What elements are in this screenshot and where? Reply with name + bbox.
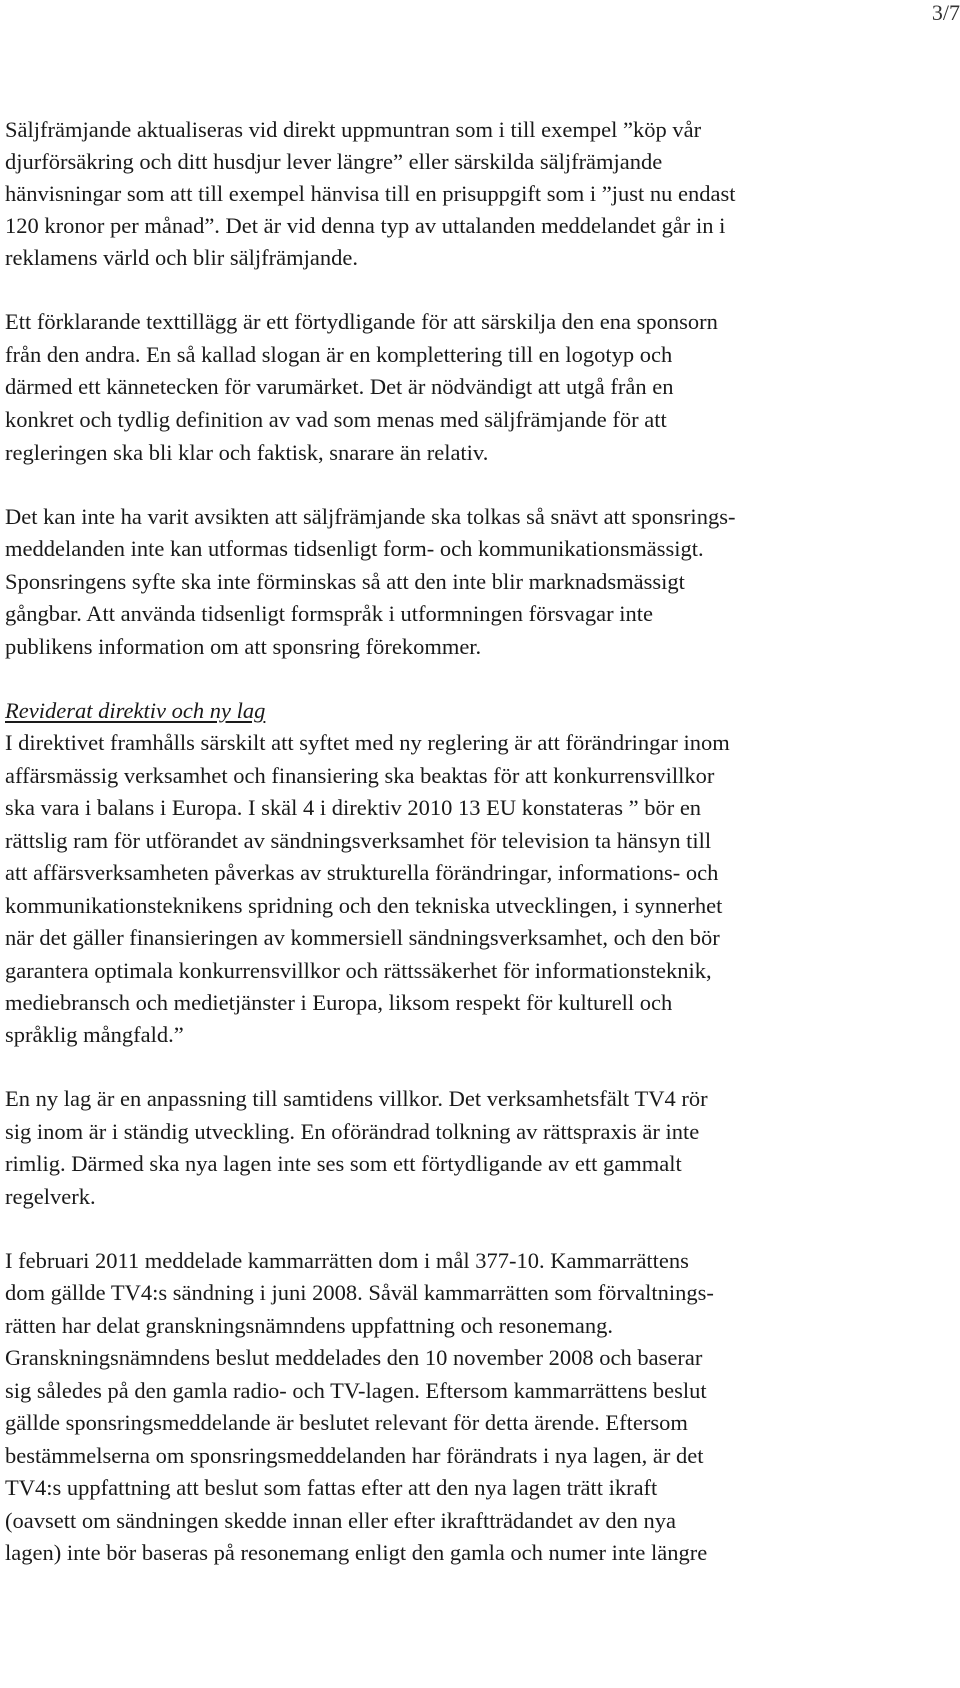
text-line: affärsmässig verksamhet och finansiering ska beaktas för att konkurrensvillkor [5, 763, 715, 788]
text-line: sig således på den gamla radio- och TV-lagen. Eftersom kammarrättens beslut [5, 1378, 707, 1403]
text-line: rätten har delat granskningsnämndens uppfattning och resonemang. [5, 1313, 613, 1338]
text-line: språklig mångfald.” [5, 1022, 184, 1047]
text-line: rimlig. Därmed ska nya lagen inte ses som ett förtydligande av ett gammalt [5, 1151, 682, 1176]
text-line: från den andra. En så kallad slogan är en komplettering till en logotyp och [5, 342, 673, 367]
text-line: djurförsäkring och ditt husdjur lever längre” eller särskilda säljfrämjande [5, 149, 663, 174]
text-line: mediebransch och medietjänster i Europa, liksom respekt för kulturell och [5, 990, 673, 1015]
text-line: hänvisningar som att till exempel hänvisa till en prisuppgift som i ”just nu endast [5, 181, 736, 206]
text-line: Säljfrämjande aktualiseras vid direkt uppmuntran som i till exempel ”köp vår [5, 117, 702, 142]
text-line: (oavsett om sändningen skedde innan eller efter ikraftträdandet av den nya [5, 1508, 676, 1533]
text-line: I februari 2011 meddelade kammarrätten dom i mål 377-10. Kammarrättens [5, 1248, 689, 1273]
text-line: Det kan inte ha varit avsikten att säljfrämjande ska tolkas så snävt att sponsrings- [5, 504, 736, 529]
text-line: ska vara i balans i Europa. I skäl 4 i direktiv 2010 13 EU konstateras ” bör en [5, 795, 702, 820]
text-line: TV4:s uppfattning att beslut som fattas efter att den nya lagen trätt ikraft [5, 1475, 658, 1500]
text-line: därmed ett kännetecken för varumärket. Det är nödvändigt att utgå från en [5, 374, 674, 399]
text-line: garantera optimala konkurrensvillkor och rättssäkerhet för informationsteknik, [5, 958, 712, 983]
text-line: bestämmelserna om sponsringsmeddelanden har förändrats i nya lagen, är det [5, 1443, 704, 1468]
text-line: Ett förklarande texttillägg är ett förtydligande för att särskilja den ena sponsorn [5, 309, 718, 334]
text-line: sig inom är i ständig utveckling. En oförändrad tolkning av rättspraxis är inte [5, 1119, 700, 1144]
text-line: 120 kronor per månad”. Det är vid denna typ av uttalanden meddelandet går in i [5, 213, 726, 238]
text-line: rättslig ram för utförandet av sändningsverksamhet för television ta hänsyn till [5, 828, 712, 853]
text-line: I direktivet framhålls särskilt att syftet med ny reglering är att förändringar inom [5, 730, 730, 755]
text-line: gällde sponsringsmeddelande är beslutet relevant för detta ärende. Eftersom [5, 1410, 688, 1435]
text-line: regleringen ska bli klar och faktisk, snarare än relativ. [5, 440, 489, 465]
text-line: gångbar. Att använda tidsenligt formspråk i utformningen försvagar inte [5, 601, 653, 626]
text-line: när det gäller finansieringen av kommersiell sändningsverksamhet, och den bör [5, 925, 720, 950]
text-line: att affärsverksamheten påverkas av strukturella förändringar, informations- och [5, 860, 719, 885]
text-line: konkret och tydlig definition av vad som menas med säljfrämjande för att [5, 407, 667, 432]
text-line: regelverk. [5, 1184, 96, 1209]
text-line: Sponsringens syfte ska inte förminskas så att den inte blir marknadsmässigt [5, 569, 685, 594]
text-line: meddelanden inte kan utformas tidsenligt form- och kommunikationsmässigt. [5, 536, 704, 561]
section-heading: Reviderat direktiv och ny lag [5, 698, 266, 723]
text-line: En ny lag är en anpassning till samtidens villkor. Det verksamhetsfält TV4 rör [5, 1086, 708, 1111]
text-line: dom gällde TV4:s sändning i juni 2008. Såväl kammarrätten som förvaltnings- [5, 1280, 714, 1305]
text-line: lagen) inte bör baseras på resonemang enligt den gamla och numer inte längre [5, 1540, 708, 1565]
text-line: Granskningsnämndens beslut meddelades den 10 november 2008 och baserar [5, 1345, 703, 1370]
text-line: publikens information om att sponsring förekommer. [5, 634, 482, 659]
page-number: 3/7 [931, 0, 960, 25]
text-line: reklamens värld och blir säljfrämjande. [5, 245, 358, 270]
text-line: kommunikationsteknikens spridning och den tekniska utvecklingen, i synnerhet [5, 893, 723, 918]
